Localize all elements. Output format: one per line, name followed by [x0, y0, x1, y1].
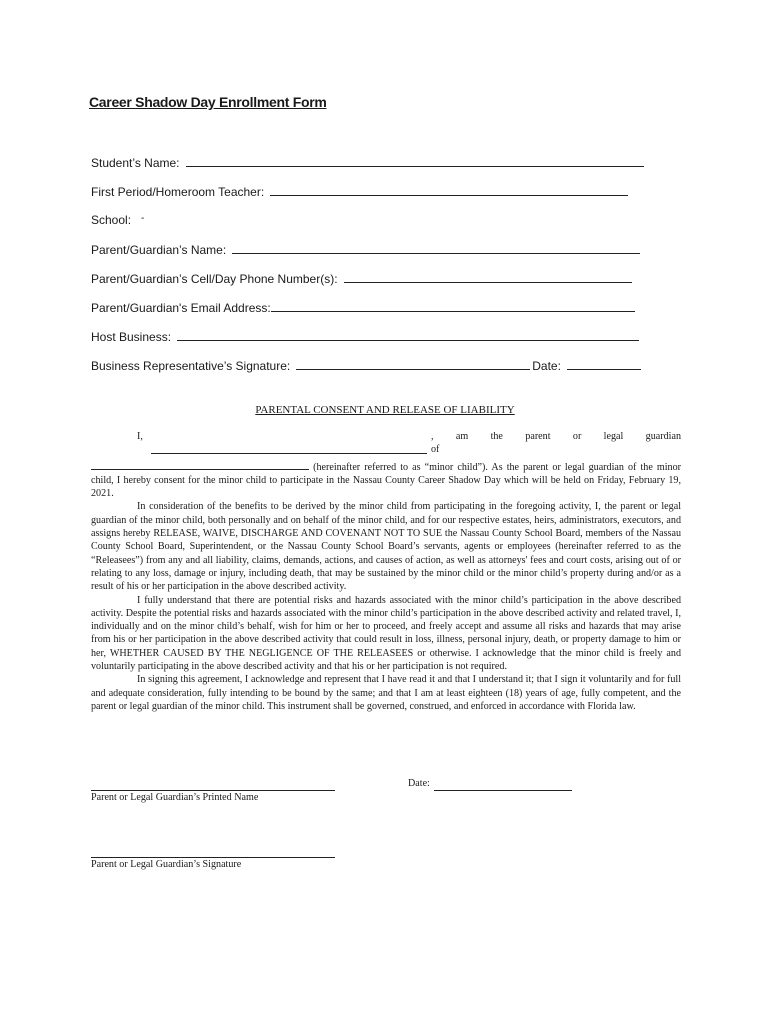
teacher-label: First Period/Homeroom Teacher:: [91, 185, 265, 199]
signature-date-line[interactable]: [434, 789, 572, 791]
guardian-name-consent-blank[interactable]: [151, 443, 427, 454]
student-name-blank[interactable]: [186, 155, 644, 167]
rep-signature-blank[interactable]: [296, 358, 530, 370]
school-dropdown-marker[interactable]: -: [141, 213, 145, 224]
student-name-field[interactable]: [91, 155, 644, 170]
guardian-phone-field[interactable]: [91, 271, 632, 286]
printed-name-label: Parent or Legal Guardian’s Printed Name: [91, 792, 259, 803]
rep-date-blank[interactable]: [567, 358, 641, 370]
school-field[interactable]: [91, 213, 144, 227]
rep-signature-field[interactable]: [91, 358, 641, 373]
guardian-email-label: Parent/Guardian's Email Address:: [91, 301, 271, 315]
signature-label: Parent or Legal Guardian’s Signature: [91, 859, 242, 870]
host-business-label: Host Business:: [91, 330, 172, 344]
teacher-blank[interactable]: [270, 184, 628, 196]
teacher-field[interactable]: [91, 184, 628, 199]
consent-paragraph-1-text: (hereinafter referred to as “minor child”). As the parent or legal guardian of the minor child, I hereby consent for the minor child to participate in the Nassau County Career Shadow Day which will be held on Friday, February 19, 2021.: [91, 461, 682, 500]
guardian-phone-blank[interactable]: [344, 271, 632, 283]
consent-paragraph-3: I fully understand that there are potential risks and hazards associated with the minor child’s participation in the above described activity. Despite the potential risks and hazards associated with the minor child’s participation in the above described activity and related travel, I, individually and on the minor child’s behalf, wish for him or her to proceed, and freely accept and assume all risks and hazards that may arise from his or her participation in the above described activity that could result in loss, illness, personal injury, death, or property damage to him or her, WHETHER CAUSED BY THE NEGLIGENCE OF THE RELEASEES or otherwise. I acknowledge that the minor child is freely and voluntarily participating in the above described activity and that his or her participation is not required.: [91, 594, 681, 673]
guardian-phone-label: Parent/Guardian’s Cell/Day Phone Number(s):: [91, 272, 338, 286]
form-title: Career Shadow Day Enrollment Form: [89, 94, 327, 110]
guardian-declaration-line: [91, 430, 681, 459]
signature-date-label: Date:: [408, 778, 430, 789]
consent-body: [91, 430, 681, 713]
host-business-blank[interactable]: [177, 329, 639, 341]
consent-paragraph-1: [91, 459, 681, 501]
host-business-field[interactable]: [91, 329, 639, 344]
guardian-name-blank[interactable]: [232, 242, 640, 254]
consent-paragraph-4: In signing this agreement, I acknowledge and represent that I have read it and that I understand it; that I sign it voluntarily and for full and adequate consideration, fully intending to be bound by the same; and that I am at least eighteen (18) years of age, fully competent, and the parent or legal guardian of the minor child. This instrument shall be governed, construed, and enforced in accordance with Florida law.: [91, 674, 681, 712]
consent-paragraph-2: In consideration of the benefits to be derived by the minor child from participating in the foregoing activity, I, the parent or legal guardian of the minor child, both personally and on behalf of the minor child, and for our respective estates, heirs, administrators, executors, and assigns hereby RELEASE, WAIVE, DISCHARGE AND COVENANT NOT TO SUE the Nassau County School Board, members of the Nassau County School Board, Superintendent, or the Nassau County School Board’s servants, agents or employees (hereinafter referred to as the “Releasees”) from any and all liability, claims, demands, actions, and causes of action, as well as attorneys' fees and court costs, arising out of or relating to any loss, damage or injury, including death, that may be sustained by the minor child or the minor child’s property during and/or as a result of his or her participation in the above described activity.: [91, 501, 681, 593]
guardian-email-blank[interactable]: [271, 300, 635, 312]
guardian-email-field[interactable]: [91, 300, 635, 315]
printed-name-line[interactable]: [91, 789, 335, 791]
consent-heading: PARENTAL CONSENT AND RELEASE OF LIABILITY: [255, 404, 515, 416]
declaration-end: , am the parent or legal guardian of: [430, 431, 681, 456]
minor-child-name-blank[interactable]: [91, 459, 309, 470]
rep-signature-label: Business Representative’s Signature:: [91, 359, 291, 373]
guardian-name-field[interactable]: [91, 242, 640, 257]
declaration-i: I,: [137, 431, 143, 442]
signature-line[interactable]: [91, 856, 335, 858]
student-name-label: Student’s Name:: [91, 156, 180, 170]
school-label: School:: [91, 213, 132, 227]
rep-date-label: Date:: [532, 359, 561, 373]
guardian-name-label: Parent/Guardian’s Name:: [91, 243, 227, 257]
